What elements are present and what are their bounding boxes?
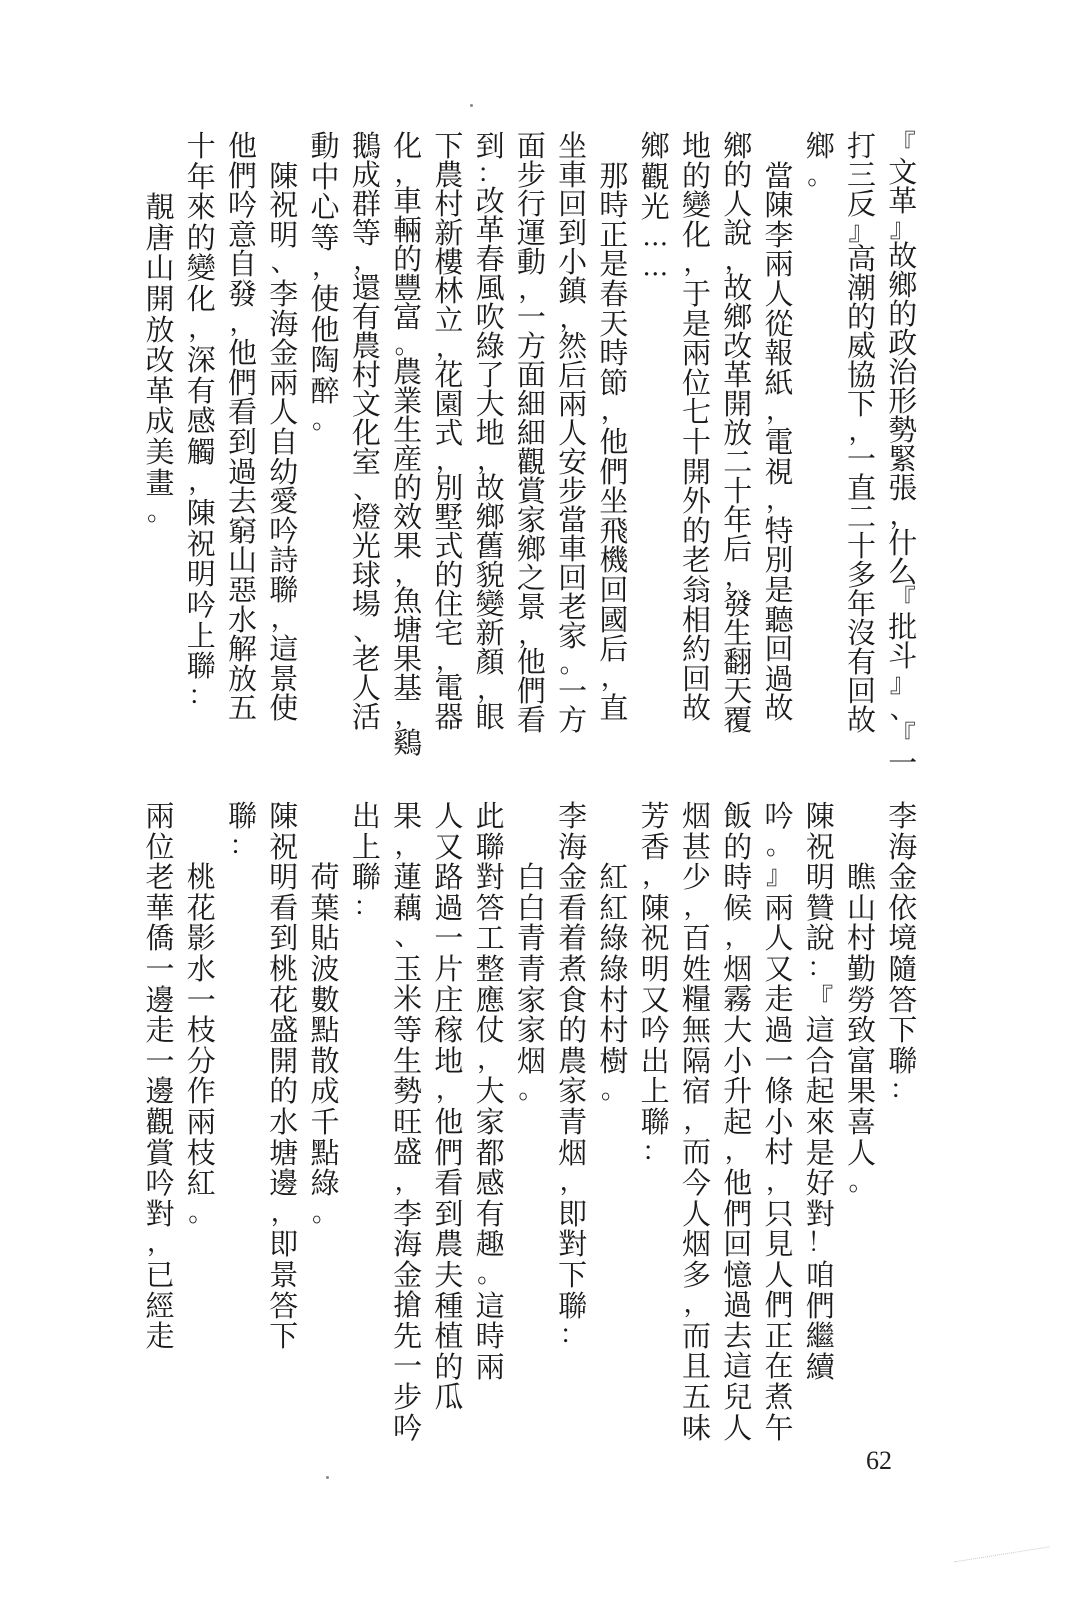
poem-line: 桃 花 影 水 一 枝 分 作 兩 枝 紅 。: [186, 860, 216, 1228]
text-column: 鄉 觀 光 … …: [640, 129, 670, 283]
text-column: 鄉 的 人 說 ， 故 鄉 改 革 開 放 二 十 年 后 ， 發 生 翻 天 覆: [723, 129, 753, 737]
text-column: 吟 。 』 兩 人 又 走 過 一 條 小 村 ， 只 見 人 們 正 在 煮 午: [764, 799, 794, 1445]
poem-line: 靚 唐 山 開 放 改 革 成 美 畫 。: [145, 190, 175, 528]
text-column: 他 們 吟 意 自 發 ， 他 們 看 到 過 去 窮 山 惡 水 解 放 五: [228, 129, 258, 726]
scan-speck: [326, 1476, 329, 1479]
upper-text-block: [144, 129, 919, 780]
text-column: 人 又 路 過 一 片 庄 稼 地 ， 他 們 看 到 農 夫 種 植 的 瓜: [434, 799, 464, 1415]
text-column: 地 的 變 化 ， 于 是 兩 位 七 十 開 外 的 老 翁 相 約 回 故: [681, 129, 711, 726]
poem-line: 荷 葉 貼 波 數 點 散 成 千 點 綠 。: [310, 860, 340, 1228]
text-column: 面 步 行 運 動 ， 一 方 面 細 細 觀 賞 家 鄉 之 景 ， 他 們 看: [516, 129, 546, 737]
text-column: 鵝 成 群 等 ， 還 有 農 村 文 化 室 、 燈 光 球 場 、 老 人 活: [351, 129, 381, 734]
scan-speck: [470, 104, 473, 107]
text-column: 烟 甚 少 ， 百 姓 糧 無 隔 宿 ， 而 今 人 烟 多 ， 而 且 五 味: [681, 799, 711, 1445]
text-column: 打 三 反 』 高 潮 的 威 協 下 ， 一 直 二 十 多 年 沒 有 回 故: [847, 129, 877, 737]
text-column: 出 上 聯 ：: [351, 799, 381, 922]
text-column: 坐 車 回 到 小 鎮 ， 然 后 兩 人 安 步 當 車 回 老 家 。 一 方: [558, 129, 588, 737]
text-column: 芳 香 ， 陳 祝 明 又 吟 出 上 聯 ：: [640, 799, 670, 1167]
poem-line: 白 白 青 青 家 家 烟 。: [516, 860, 546, 1106]
lower-text-block: [144, 799, 919, 1445]
text-column: 飯 的 時 候 ， 烟 霧 大 小 升 起 ， 他 們 回 憶 過 去 這 兒 人: [723, 799, 753, 1445]
poem-line: 瞧 山 村 勤 勞 致 富 果 喜 人 。: [847, 860, 877, 1198]
text-column: 陳 祝 明 看 到 桃 花 盛 開 的 水 塘 邊 ， 即 景 答 下: [269, 799, 299, 1354]
text-column: 陳 祝 明 贊 說 ： 『 這 合 起 來 是 好 對 ！ 咱 們 繼 續: [805, 799, 835, 1384]
text-column: 動 中 心 等 ， 使 他 陶 醉 。: [310, 129, 340, 436]
text-column: 到 ： 改 革 春 風 吹 綠 了 大 地 ， 故 鄉 舊 貌 變 新 顏 ， 眼: [475, 129, 505, 734]
poem-line: 紅 紅 綠 綠 村 村 樹 。: [599, 860, 629, 1106]
text-column: 當 陳 李 兩 人 從 報 紙 ， 電 視 ， 特 別 是 聽 回 過 故: [764, 158, 794, 726]
text-column: 『 文 革 』 故 鄉 的 政 治 形 勢 緊 張 ， 什 么 『 批 斗 』 、 『 一: [888, 130, 918, 780]
text-column: 聯 ：: [228, 799, 258, 861]
page-number: 62: [866, 1446, 892, 1475]
text-column: 李 海 金 看 着 煮 食 的 農 家 青 烟 ， 即 對 下 聯 ：: [558, 799, 588, 1351]
text-column: 此 聯 對 答 工 整 應 仗 ， 大 家 都 感 有 趣 。 這 時 兩: [475, 799, 505, 1384]
text-column: 陳 祝 明 、 李 海 金 兩 人 自 幼 愛 吟 詩 聯 ， 這 景 使: [269, 158, 299, 726]
text-column: 那 時 正 是 春 天 時 節 ， 他 們 坐 飛 機 回 國 后 ， 直: [599, 158, 629, 726]
text-column: 李 海 金 依 境 隨 答 下 聯 ：: [888, 799, 918, 1106]
text-column: 果 ， 蓮 藕 、 玉 米 等 生 勢 旺 盛 ， 李 海 金 搶 先 一 步 吟: [393, 799, 423, 1445]
text-column: 兩 位 老 華 僑 一 邊 走 一 邊 觀 賞 吟 對 ， 已 經 走: [145, 799, 175, 1354]
scan-scuff: [951, 1523, 1050, 1563]
text-column: 化 ， 車 輛 的 豐 富 。 農 業 生 産 的 效 果 ， 魚 塘 果 基 ， 鷄: [393, 129, 423, 760]
text-column: 下 農 村 新 樓 林 立 ， 花 園 式 ， 別 墅 式 的 住 宅 ， 電 器: [434, 129, 464, 734]
text-column: 十 年 來 的 變 化 ， 深 有 感 觸 ， 陳 祝 明 吟 上 聯 ：: [186, 129, 216, 711]
text-column: 鄉 。: [805, 129, 835, 191]
